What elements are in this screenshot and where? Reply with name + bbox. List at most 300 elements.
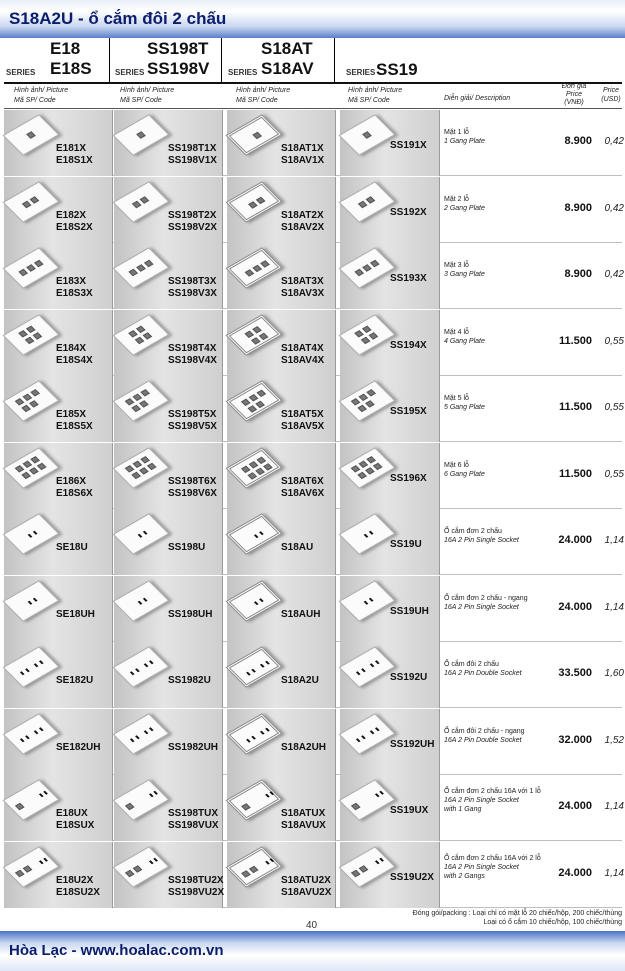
description-en: 16A 2 Pin Single Socket — [444, 863, 519, 871]
product-code-line: SS198T5X — [168, 409, 217, 420]
socket-pin — [39, 660, 44, 664]
product-code — [390, 539, 422, 551]
product-code-line: S18AT1X — [281, 143, 324, 154]
product-code-line: E183X — [56, 276, 87, 287]
product-cell — [227, 243, 336, 309]
gang-slot — [125, 869, 135, 876]
description-en: 6 Gang Plate — [444, 470, 485, 478]
product-image — [3, 447, 60, 488]
gang-slot — [139, 400, 149, 407]
product-image — [226, 846, 283, 887]
product-code — [390, 340, 427, 352]
socket-pin — [254, 601, 259, 605]
gang-slot — [18, 269, 28, 276]
gang-slot — [139, 467, 149, 474]
gang-slot — [248, 461, 258, 468]
product-code — [281, 343, 324, 367]
price-vnd: 33.500 — [558, 667, 592, 679]
price-vnd: 11.500 — [558, 467, 592, 480]
gang-slot — [133, 865, 143, 872]
series-name-line1: S18AT — [261, 39, 313, 58]
product-image — [3, 380, 60, 421]
col-price-usd-line: (USD) — [601, 96, 621, 103]
description-en: 3 Gang Plate — [444, 271, 485, 278]
product-image — [226, 314, 283, 355]
product-code-line: SS19U2X — [390, 871, 434, 883]
gang-slot — [131, 471, 141, 478]
col-code: Mã SP/ Code — [120, 97, 162, 104]
col-price-usd — [598, 86, 624, 104]
gang-slot — [140, 196, 150, 203]
description-en: 16A 2 Pin Single Socket — [444, 537, 519, 544]
product-code — [281, 542, 313, 554]
gang-slot — [350, 465, 360, 472]
socket-pin — [265, 794, 270, 798]
product-cell — [114, 842, 223, 908]
series-name-line2: SS19 — [376, 60, 418, 79]
product-description — [444, 328, 552, 346]
product-code-line: SS19UH — [390, 605, 429, 617]
product-code-line: SS198V2X — [168, 221, 217, 233]
gang-slot — [144, 260, 154, 267]
gang-slot — [22, 394, 32, 401]
series-name-line1: SS198T — [147, 39, 209, 58]
gang-slot — [26, 265, 36, 272]
product-code — [56, 210, 93, 234]
socket-pin — [25, 735, 30, 739]
product-code-line: S18AV1X — [281, 155, 325, 166]
series-header-ss19 — [344, 38, 444, 82]
gang-slot — [33, 332, 43, 339]
socket-pin — [153, 857, 158, 861]
product-code — [168, 875, 224, 899]
product-code-line: S18A2UH — [281, 741, 327, 753]
col-head-1 — [14, 86, 68, 106]
socket-pin — [135, 735, 140, 739]
gang-slot — [366, 456, 376, 463]
socket-pin — [149, 727, 154, 731]
product-cell — [227, 310, 336, 376]
product-description — [444, 527, 552, 545]
price-usd: 1,14 — [604, 801, 624, 812]
gang-slot — [30, 389, 40, 396]
series-label: SERIES — [228, 68, 258, 77]
product-code-line: S18ATU2X — [281, 874, 331, 886]
series-name-line2: SS198V — [147, 59, 210, 78]
price-vnd: 8.900 — [564, 268, 592, 280]
product-image — [113, 114, 170, 155]
product-code-line: SS198V1X — [168, 155, 217, 166]
product-code-line: SS192U — [390, 672, 428, 683]
product-description — [444, 261, 552, 279]
product-code-line: E18SU2X — [56, 886, 100, 898]
product-code-line: SS194X — [390, 339, 427, 351]
socket-pin — [364, 534, 369, 538]
product-image — [339, 580, 396, 621]
product-image — [113, 779, 170, 820]
product-code-line: S18AV5X — [281, 421, 325, 432]
gang-slot — [135, 336, 145, 343]
table-row — [4, 376, 622, 442]
product-cell — [4, 509, 113, 575]
product-image — [226, 713, 283, 754]
product-code-line: E182X — [56, 209, 87, 221]
product-code-line: SS198T3X — [168, 276, 217, 287]
socket-pin — [251, 669, 256, 673]
gang-slot — [357, 405, 367, 412]
gang-slot — [29, 467, 39, 474]
gang-slot — [370, 260, 380, 267]
product-description — [444, 394, 552, 412]
socket-pin — [130, 738, 135, 742]
gang-slot — [241, 465, 251, 472]
product-code-line: SE182UH — [56, 741, 101, 753]
gang-slot — [256, 196, 266, 203]
col-picture: Hình ảnh/ Picture — [14, 87, 69, 94]
col-picture: Hình ảnh/ Picture — [120, 87, 175, 94]
product-code-line: SS198VUX — [168, 820, 219, 831]
product-image — [226, 447, 283, 488]
product-cell — [114, 709, 223, 775]
product-code-line: E18S5X — [56, 421, 93, 432]
product-image — [113, 447, 170, 488]
product-code-line: E18S4X — [56, 354, 93, 366]
product-code-line: SE182U — [56, 675, 94, 686]
product-code-line: S18AT4X — [281, 342, 324, 354]
product-cell — [340, 110, 440, 176]
gang-slot — [146, 462, 156, 469]
product-image — [113, 247, 170, 288]
product-image — [113, 380, 170, 421]
gang-slot — [252, 265, 262, 272]
product-cell — [4, 709, 113, 775]
gang-slot — [140, 389, 150, 396]
series-label: SERIES — [115, 68, 145, 77]
product-cell — [340, 177, 440, 243]
product-cell — [340, 576, 440, 642]
gang-slot — [256, 456, 266, 463]
gang-slot — [26, 325, 36, 332]
gang-slot — [247, 472, 257, 479]
description-en: with 1 Gang — [444, 806, 482, 813]
product-code-line: S18AUH — [281, 608, 321, 620]
product-description — [444, 594, 552, 612]
description-vn: Ổ cắm đơn 2 chấu — [444, 528, 502, 535]
product-cell — [227, 110, 336, 176]
socket-pin — [260, 664, 265, 668]
col-code: Mã SP/ Code — [14, 97, 56, 104]
product-code — [56, 542, 88, 554]
product-code — [281, 409, 324, 433]
product-code — [168, 542, 205, 554]
product-description — [444, 854, 552, 881]
gang-slot — [25, 336, 35, 343]
price-vnd: 8.900 — [564, 201, 592, 214]
product-code-line: SE18U — [56, 542, 88, 553]
product-image — [339, 513, 396, 554]
gang-slot — [247, 405, 257, 412]
gang-slot — [252, 132, 262, 139]
socket-pin — [39, 860, 44, 864]
product-code — [56, 609, 95, 621]
col-head-2 — [120, 86, 174, 106]
product-code-line: SS1982UH — [168, 741, 219, 753]
socket-pin — [144, 663, 149, 667]
product-image — [339, 114, 396, 155]
product-cell — [114, 376, 223, 442]
price-vnd: 24.000 — [558, 534, 592, 546]
socket-pin — [379, 791, 384, 795]
product-code-line: E18S6X — [56, 487, 93, 499]
product-cell — [4, 775, 113, 841]
description-vn: Ổ cắm đôi 2 chấu — [444, 661, 499, 668]
product-code-line: S18AV2X — [281, 221, 325, 233]
gang-slot — [366, 196, 376, 203]
product-description — [444, 195, 552, 213]
socket-pin — [265, 727, 270, 731]
table-row — [4, 642, 622, 708]
product-cell — [4, 310, 113, 376]
product-code — [56, 343, 93, 367]
socket-pin — [369, 531, 374, 535]
description-en: 1 Gang Plate — [444, 138, 485, 145]
product-cell — [227, 842, 336, 908]
product-image — [3, 846, 60, 887]
product-image — [3, 314, 60, 355]
product-code — [168, 343, 217, 367]
series-header-s18a — [226, 38, 335, 82]
gang-slot — [351, 869, 361, 876]
product-image — [226, 380, 283, 421]
socket-pin — [135, 668, 140, 672]
product-code — [56, 808, 94, 832]
product-code-line: SS19U — [390, 539, 422, 550]
series-name-line1: E18 — [50, 39, 81, 58]
product-code-line: SE18UH — [56, 608, 95, 620]
product-description — [444, 787, 552, 814]
product-image — [226, 779, 283, 820]
price-vnd: 11.500 — [558, 401, 592, 413]
socket-pin — [375, 860, 380, 864]
gang-slot — [14, 465, 24, 472]
socket-pin — [356, 671, 361, 675]
product-cell — [114, 177, 223, 243]
packing-note — [386, 909, 622, 927]
gang-slot — [354, 330, 364, 337]
product-image — [339, 779, 396, 820]
product-code — [281, 675, 319, 687]
price-usd: 0,42 — [604, 136, 624, 147]
price-usd: 0,55 — [604, 335, 624, 347]
product-code-line: SS198T6X — [168, 475, 217, 487]
gang-slot — [131, 405, 141, 412]
gang-slot — [358, 394, 368, 401]
packing-line: Loại có ổ cắm 10 chiếc/hộp, 100 chiếc/thùng — [483, 919, 622, 926]
col-code: Mã SP/ Code — [348, 97, 390, 104]
product-cell — [340, 842, 440, 908]
product-cell — [114, 576, 223, 642]
table-row — [4, 243, 622, 309]
product-code-line: S18AU — [281, 542, 314, 553]
series-name-line2: E18S — [50, 59, 92, 78]
product-code-line: SS198V5X — [168, 421, 217, 432]
product-cell — [227, 509, 336, 575]
socket-pin — [254, 534, 259, 538]
product-cell — [340, 709, 440, 775]
gang-slot — [136, 265, 146, 272]
product-code-line: SS196X — [390, 472, 427, 484]
description-en: 16A 2 Pin Single Socket — [444, 603, 519, 611]
product-image — [113, 713, 170, 754]
product-image — [339, 713, 396, 754]
gang-slot — [125, 803, 135, 810]
socket-pin — [375, 660, 380, 664]
price-vnd: 32.000 — [558, 733, 592, 746]
product-cell — [114, 243, 223, 309]
product-code — [56, 742, 100, 754]
product-code — [168, 808, 219, 832]
product-image — [339, 646, 396, 687]
gang-slot — [34, 260, 44, 267]
product-code-line: S18A2U — [281, 675, 319, 686]
product-description — [444, 461, 552, 479]
socket-pin — [265, 860, 270, 864]
gang-slot — [140, 456, 150, 463]
product-code — [56, 409, 93, 433]
subheader-rule — [4, 108, 622, 109]
price-vnd: 24.000 — [558, 600, 592, 613]
product-image — [113, 314, 170, 355]
description-vn: Ổ cắm đôi 2 chấu - ngang — [444, 727, 525, 735]
price-usd: 1,60 — [604, 668, 624, 679]
socket-pin — [259, 598, 264, 602]
price-usd: 1,52 — [604, 734, 624, 746]
gang-slot — [30, 456, 40, 463]
gang-slot — [369, 332, 379, 339]
gang-slot — [26, 132, 36, 139]
product-image — [226, 580, 283, 621]
gang-slot — [15, 803, 25, 810]
gang-slot — [23, 865, 33, 872]
product-cell — [340, 310, 440, 376]
product-code — [168, 675, 211, 687]
gang-slot — [124, 465, 134, 472]
socket-pin — [39, 727, 44, 731]
product-cell — [227, 709, 336, 775]
product-cell — [114, 110, 223, 176]
product-image — [3, 646, 60, 687]
gang-slot — [128, 269, 138, 276]
product-cell — [340, 775, 440, 841]
product-description — [444, 727, 552, 745]
product-cell — [4, 243, 113, 309]
col-description: Diễn giải/ Description — [444, 95, 511, 102]
product-code-line: SS198U — [168, 542, 206, 553]
price-usd: 0,55 — [604, 402, 624, 413]
product-cell — [340, 642, 440, 708]
product-image — [3, 713, 60, 754]
series-header-ss198 — [113, 38, 222, 82]
description-vn: Ổ cắm đơn 2 chấu 16A với 1 lỗ — [444, 788, 541, 795]
product-image — [113, 181, 170, 222]
gang-slot — [18, 330, 28, 337]
product-code-line: E186X — [56, 475, 87, 487]
socket-pin — [251, 735, 256, 739]
gang-slot — [244, 270, 254, 277]
price-usd: 0,42 — [604, 202, 624, 214]
product-code-line: SS198TUX — [168, 808, 219, 819]
product-code-line: E181X — [56, 143, 87, 154]
socket-pin — [246, 672, 251, 676]
gang-slot — [365, 400, 375, 407]
gang-slot — [143, 332, 153, 339]
socket-pin — [20, 671, 25, 675]
page-number: 40 — [306, 920, 318, 931]
product-code-line: SS198TU2X — [168, 874, 224, 886]
product-cell — [227, 376, 336, 442]
product-cell — [114, 509, 223, 575]
product-code — [168, 742, 218, 754]
product-cell — [4, 443, 113, 509]
gang-slot — [14, 398, 24, 405]
socket-pin — [149, 793, 154, 797]
gang-slot — [255, 467, 265, 474]
col-code: Mã SP/ Code — [236, 97, 278, 104]
product-cell — [227, 177, 336, 243]
col-price-vnd — [554, 83, 594, 107]
product-code — [281, 143, 324, 167]
table-row — [4, 576, 622, 642]
product-image — [339, 447, 396, 488]
col-picture: Hình ảnh/ Picture — [348, 87, 403, 94]
gang-slot — [351, 803, 361, 810]
price-usd: 1,14 — [604, 601, 624, 613]
socket-pin — [130, 671, 135, 675]
product-description — [444, 128, 552, 146]
product-cell — [4, 177, 113, 243]
product-code-line: SS19UX — [390, 805, 429, 816]
price-vnd: 24.000 — [558, 866, 592, 879]
socket-pin — [33, 597, 38, 601]
description-en: 5 Gang Plate — [444, 404, 485, 411]
socket-pin — [375, 727, 380, 731]
product-code-line: E18UX — [56, 808, 88, 819]
product-code-line: SS198T2X — [168, 209, 217, 221]
product-code-line: S18AV6X — [281, 487, 325, 499]
product-cell — [227, 576, 336, 642]
gang-slot — [362, 325, 372, 332]
series-header-e18 — [4, 38, 110, 82]
product-image — [339, 181, 396, 222]
product-code-line: SS192UH — [390, 738, 435, 750]
product-cell — [4, 376, 113, 442]
product-image — [113, 580, 170, 621]
socket-pin — [43, 857, 48, 861]
gang-slot — [30, 196, 40, 203]
product-code-line: SS198V3X — [168, 288, 217, 299]
gang-slot — [21, 471, 31, 478]
product-image — [339, 247, 396, 288]
product-cell — [4, 110, 113, 176]
socket-pin — [259, 531, 264, 535]
product-image — [226, 247, 283, 288]
product-code — [390, 606, 429, 618]
gang-slot — [15, 869, 25, 876]
product-cell — [340, 376, 440, 442]
product-code-line: SS198T1X — [168, 143, 217, 154]
gang-slot — [132, 460, 142, 467]
gang-slot — [252, 326, 262, 333]
